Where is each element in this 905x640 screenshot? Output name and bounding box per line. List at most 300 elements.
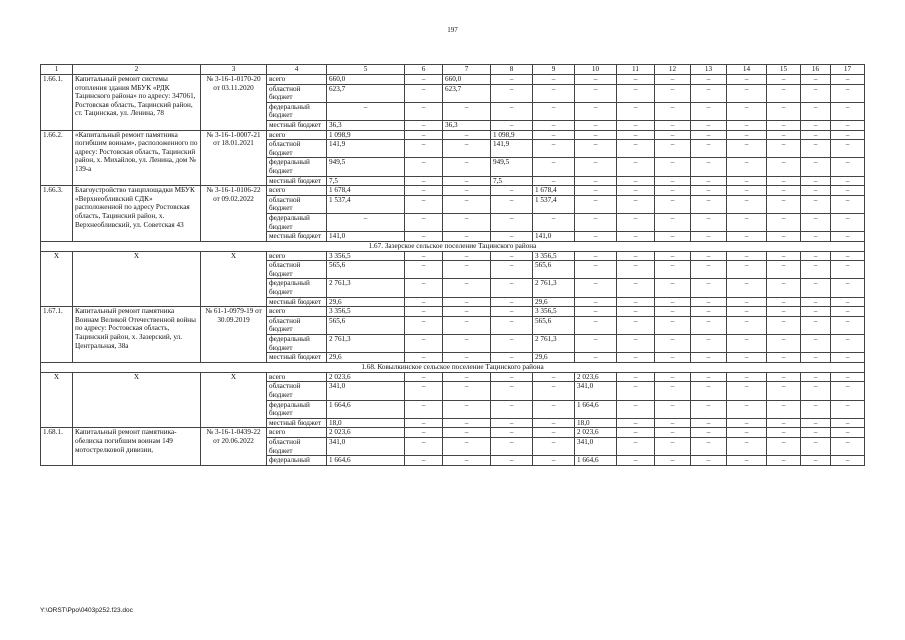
value-cell: – [831,102,865,120]
value-cell: – [617,297,655,307]
value-cell: – [655,120,691,130]
value-cell: – [767,437,801,455]
value-cell: – [831,307,865,317]
value-cell: – [727,353,767,363]
value-cell: – [727,84,767,102]
value-cell: – [767,176,801,186]
value-cell: – [491,261,533,279]
value-cell: – [727,279,767,297]
budget-source-label: всего [267,307,327,317]
value-cell: – [443,251,491,261]
section-title: 1.68. Ковылкинское сельское поселение Тацинского района [41,362,865,372]
value-cell: 341,0 [575,382,617,400]
value-cell: – [533,213,575,231]
value-cell: 18,0 [327,418,405,428]
value-cell: – [691,418,727,428]
budget-source-label: областной бюджет [267,140,327,158]
value-cell: 1 098,9 [491,130,533,140]
column-header: 14 [727,65,767,75]
value-cell: – [533,400,575,418]
value-cell: – [767,186,801,196]
value-cell: – [617,140,655,158]
value-cell: – [727,307,767,317]
section-row [41,241,865,251]
value-cell: – [443,213,491,231]
value-cell: – [801,120,831,130]
value-cell: – [767,84,801,102]
item-number: 1.66.3. [41,186,73,242]
value-cell: – [617,195,655,213]
value-cell: – [443,428,491,438]
value-cell: – [727,130,767,140]
value-cell: – [691,353,727,363]
value-cell: – [691,130,727,140]
value-cell: – [691,84,727,102]
value-cell: – [655,372,691,382]
value-cell: – [655,428,691,438]
value-cell: – [617,418,655,428]
value-cell: – [491,353,533,363]
value-cell: – [617,232,655,242]
value-cell: – [831,158,865,176]
value-cell: – [443,158,491,176]
value-cell: – [801,279,831,297]
value-cell: – [691,120,727,130]
value-cell: – [491,84,533,102]
value-cell: – [405,418,443,428]
table-row [41,372,865,382]
value-cell: – [801,400,831,418]
value-cell: – [655,186,691,196]
value-cell: – [727,316,767,334]
budget-table [40,64,865,466]
value-cell: 141,9 [491,140,533,158]
value-cell: – [767,428,801,438]
value-cell: – [691,261,727,279]
value-cell: 565,6 [327,316,405,334]
value-cell: – [831,84,865,102]
value-cell: – [405,251,443,261]
value-cell: – [405,353,443,363]
value-cell: – [443,372,491,382]
value-cell: – [405,335,443,353]
value-cell: – [617,213,655,231]
value-cell: – [533,418,575,428]
value-cell: – [767,353,801,363]
value-cell: – [443,195,491,213]
value-cell: – [727,176,767,186]
value-cell: – [617,120,655,130]
value-cell: – [801,372,831,382]
value-cell: – [727,261,767,279]
value-cell: – [767,75,801,85]
value-cell: – [801,176,831,186]
value-cell: – [767,213,801,231]
value-cell: – [575,297,617,307]
value-cell: – [801,186,831,196]
value-cell: 660,0 [327,75,405,85]
value-cell: – [727,120,767,130]
value-cell: – [691,335,727,353]
value-cell: – [691,232,727,242]
value-cell: – [767,195,801,213]
item-number: Х [41,251,73,307]
value-cell: – [691,75,727,85]
item-document: № 3-16-1-0007-21 от 18.01.2021 [201,130,267,186]
value-cell: – [727,456,767,466]
value-cell: – [727,195,767,213]
item-description: Капитальный ремонт системы отопления здания МБУК «РДК Тацинского района» по адресу: 347061, Ростовская область, Тацинский район, ст. Тацинская, ул. Ленина, 78 [73,75,201,131]
file-path-footer: Y:\ORST\Ppo\0403p252.f23.doc [40,607,133,614]
value-cell: – [801,456,831,466]
budget-source-label: федеральный бюджет [267,158,327,176]
value-cell: – [575,307,617,317]
budget-source-label: всего [267,428,327,438]
value-cell: – [617,382,655,400]
value-cell: 18,0 [575,418,617,428]
value-cell: – [655,297,691,307]
value-cell: – [491,382,533,400]
value-cell: – [767,372,801,382]
value-cell: – [655,418,691,428]
value-cell: 1 537,4 [533,195,575,213]
item-description: Х [73,251,201,307]
value-cell: – [767,316,801,334]
value-cell: – [443,297,491,307]
value-cell: – [767,456,801,466]
value-cell: – [691,102,727,120]
value-cell: – [491,251,533,261]
value-cell: 2 761,3 [533,279,575,297]
value-cell: – [533,437,575,455]
budget-source-label: федеральный бюджет [267,279,327,297]
value-cell: – [405,213,443,231]
value-cell: – [655,316,691,334]
value-cell: – [443,130,491,140]
value-cell: – [617,158,655,176]
value-cell: – [617,176,655,186]
value-cell: – [691,400,727,418]
budget-source-label: всего [267,251,327,261]
value-cell: – [801,307,831,317]
value-cell: – [575,140,617,158]
value-cell: – [727,372,767,382]
value-cell: – [491,437,533,455]
value-cell: – [691,140,727,158]
value-cell: – [655,456,691,466]
value-cell: – [801,428,831,438]
value-cell: – [533,382,575,400]
column-header: 16 [801,65,831,75]
value-cell: – [727,102,767,120]
value-cell: 2 761,3 [327,335,405,353]
value-cell: – [405,176,443,186]
budget-source-label: местный бюджет [267,297,327,307]
value-cell: – [655,261,691,279]
value-cell: – [443,102,491,120]
value-cell: – [575,176,617,186]
column-header: 11 [617,65,655,75]
value-cell: – [727,428,767,438]
value-cell: – [655,382,691,400]
value-cell: 2 023,6 [327,372,405,382]
value-cell: – [443,307,491,317]
value-cell: – [443,176,491,186]
value-cell: – [443,335,491,353]
item-number: 1.67.1. [41,307,73,363]
value-cell: – [491,120,533,130]
value-cell: – [691,382,727,400]
value-cell: – [443,316,491,334]
value-cell: – [443,186,491,196]
value-cell: – [655,140,691,158]
budget-source-label: местный бюджет [267,232,327,242]
value-cell: – [655,102,691,120]
value-cell: – [655,130,691,140]
value-cell: – [831,120,865,130]
value-cell: – [405,382,443,400]
value-cell: – [767,400,801,418]
value-cell: – [801,140,831,158]
item-document: Х [201,372,267,428]
column-header: 5 [327,65,405,75]
value-cell: – [801,158,831,176]
budget-table-container [40,64,864,466]
value-cell: – [405,232,443,242]
value-cell: – [491,75,533,85]
value-cell: – [831,335,865,353]
value-cell: – [533,176,575,186]
value-cell: – [491,102,533,120]
column-header: 10 [575,65,617,75]
value-cell: – [655,195,691,213]
value-cell: – [727,418,767,428]
budget-source-label: всего [267,372,327,382]
column-header: 9 [533,65,575,75]
value-cell: – [767,279,801,297]
value-cell: – [443,456,491,466]
value-cell: – [533,102,575,120]
value-cell: – [533,372,575,382]
value-cell: 29,6 [533,353,575,363]
value-cell: – [405,120,443,130]
value-cell: 341,0 [327,437,405,455]
value-cell: 949,5 [491,158,533,176]
value-cell: – [405,456,443,466]
value-cell: – [691,428,727,438]
value-cell: – [405,307,443,317]
item-number: 1.68.1. [41,428,73,465]
value-cell: 341,0 [575,437,617,455]
value-cell: – [405,130,443,140]
value-cell: – [533,75,575,85]
value-cell: – [617,279,655,297]
value-cell: 29,6 [327,353,405,363]
value-cell: – [727,251,767,261]
value-cell: – [655,353,691,363]
value-cell: – [767,130,801,140]
value-cell: – [727,297,767,307]
value-cell: – [767,297,801,307]
value-cell: – [617,307,655,317]
value-cell: – [491,372,533,382]
value-cell: – [405,140,443,158]
value-cell: – [405,261,443,279]
value-cell: – [491,195,533,213]
value-cell: – [801,261,831,279]
table-row [41,251,865,261]
value-cell: – [617,84,655,102]
value-cell: 3 356,5 [533,251,575,261]
budget-source-label: местный бюджет [267,176,327,186]
value-cell: – [491,279,533,297]
item-document: № 3-16-1-0106-22 от 09.02.2022 [201,186,267,242]
value-cell: – [801,437,831,455]
value-cell: – [691,195,727,213]
value-cell: – [575,213,617,231]
value-cell: 3 356,5 [327,251,405,261]
value-cell: – [831,353,865,363]
value-cell: – [831,251,865,261]
value-cell: – [801,84,831,102]
value-cell: 2 023,6 [327,428,405,438]
value-cell: – [831,261,865,279]
value-cell: 1 678,4 [327,186,405,196]
value-cell: – [443,382,491,400]
value-cell: – [575,130,617,140]
value-cell: – [727,213,767,231]
value-cell: 565,6 [533,316,575,334]
value-cell: – [691,186,727,196]
column-header: 6 [405,65,443,75]
value-cell: – [727,140,767,158]
value-cell: – [405,102,443,120]
value-cell: 623,7 [327,84,405,102]
column-header: 15 [767,65,801,75]
value-cell: – [575,186,617,196]
value-cell: 949,5 [327,158,405,176]
value-cell: – [767,418,801,428]
value-cell: – [801,195,831,213]
value-cell: – [831,232,865,242]
value-cell: – [655,400,691,418]
item-document: № 3-16-1-0170-20 от 03.11.2020 [201,75,267,131]
value-cell: – [405,186,443,196]
column-header: 4 [267,65,327,75]
value-cell: – [327,102,405,120]
value-cell: – [727,232,767,242]
table-row [41,75,865,85]
item-number: 1.66.2. [41,130,73,186]
value-cell: – [691,158,727,176]
value-cell: – [831,130,865,140]
item-number: 1.66.1. [41,75,73,131]
budget-source-label: всего [267,186,327,196]
value-cell: – [831,297,865,307]
value-cell: – [727,75,767,85]
value-cell: 2 023,6 [575,372,617,382]
value-cell: – [491,316,533,334]
value-cell: – [575,158,617,176]
item-description: «Капитальный ремонт памятника погибшим воинам», расположенного по адресу: Ростовская область, Тацинский район, х. Михайлов, ул. Ленина, дом № 139-а [73,130,201,186]
value-cell: – [617,456,655,466]
value-cell: – [831,213,865,231]
table-row [41,130,865,140]
value-cell: – [831,372,865,382]
value-cell: – [691,437,727,455]
value-cell: – [405,400,443,418]
value-cell: – [655,158,691,176]
value-cell: – [655,213,691,231]
budget-source-label: областной бюджет [267,84,327,102]
value-cell: 3 356,5 [533,307,575,317]
page-number: 197 [447,26,458,34]
value-cell: – [767,140,801,158]
value-cell: 7,5 [327,176,405,186]
item-number: Х [41,372,73,428]
value-cell: – [405,428,443,438]
value-cell: – [491,400,533,418]
column-header: 7 [443,65,491,75]
value-cell: – [655,335,691,353]
value-cell: 2 761,3 [327,279,405,297]
budget-source-label: местный бюджет [267,418,327,428]
value-cell: – [655,437,691,455]
budget-source-label: всего [267,130,327,140]
value-cell: – [405,158,443,176]
value-cell: – [801,232,831,242]
budget-source-label: федеральный бюджет [267,400,327,418]
value-cell: 1 537,4 [327,195,405,213]
value-cell: – [801,297,831,307]
item-description: Капитальный ремонт памятника-обелиска погибшим воинам 149 мотострелковой дивизии, [73,428,201,465]
table-row [41,307,865,317]
value-cell: – [831,176,865,186]
item-document: Х [201,251,267,307]
value-cell: – [491,456,533,466]
value-cell: – [405,195,443,213]
value-cell: – [405,297,443,307]
budget-source-label: областной бюджет [267,437,327,455]
value-cell: 1 664,6 [327,456,405,466]
value-cell: 29,6 [327,297,405,307]
value-cell: – [617,400,655,418]
value-cell: – [831,382,865,400]
item-description: Капитальный ремонт памятника Воинам Великой Отечественной войны по адресу: Ростовская область, Тацинский район, х. Зазерский, ул. Центральная, 38а [73,307,201,363]
value-cell: – [655,232,691,242]
value-cell: – [491,418,533,428]
value-cell: – [767,335,801,353]
item-description: Благоустройство танцплощадки МБУК «Верхнеобливский СДК» расположенной по адресу Ростовская область, Тацинский район, х. Верхнеобливский, ул. Советская 43 [73,186,201,242]
value-cell: – [575,75,617,85]
value-cell: – [533,130,575,140]
column-header: 1 [41,65,73,75]
value-cell: 623,7 [443,84,491,102]
value-cell: – [655,176,691,186]
value-cell: – [405,372,443,382]
value-cell: 1 664,6 [575,400,617,418]
value-cell: – [575,102,617,120]
value-cell: – [617,437,655,455]
value-cell: – [443,232,491,242]
value-cell: 565,6 [327,261,405,279]
value-cell: 29,6 [533,297,575,307]
value-cell: 660,0 [443,75,491,85]
value-cell: – [617,372,655,382]
value-cell: – [801,75,831,85]
value-cell: 2 023,6 [575,428,617,438]
value-cell: – [831,400,865,418]
